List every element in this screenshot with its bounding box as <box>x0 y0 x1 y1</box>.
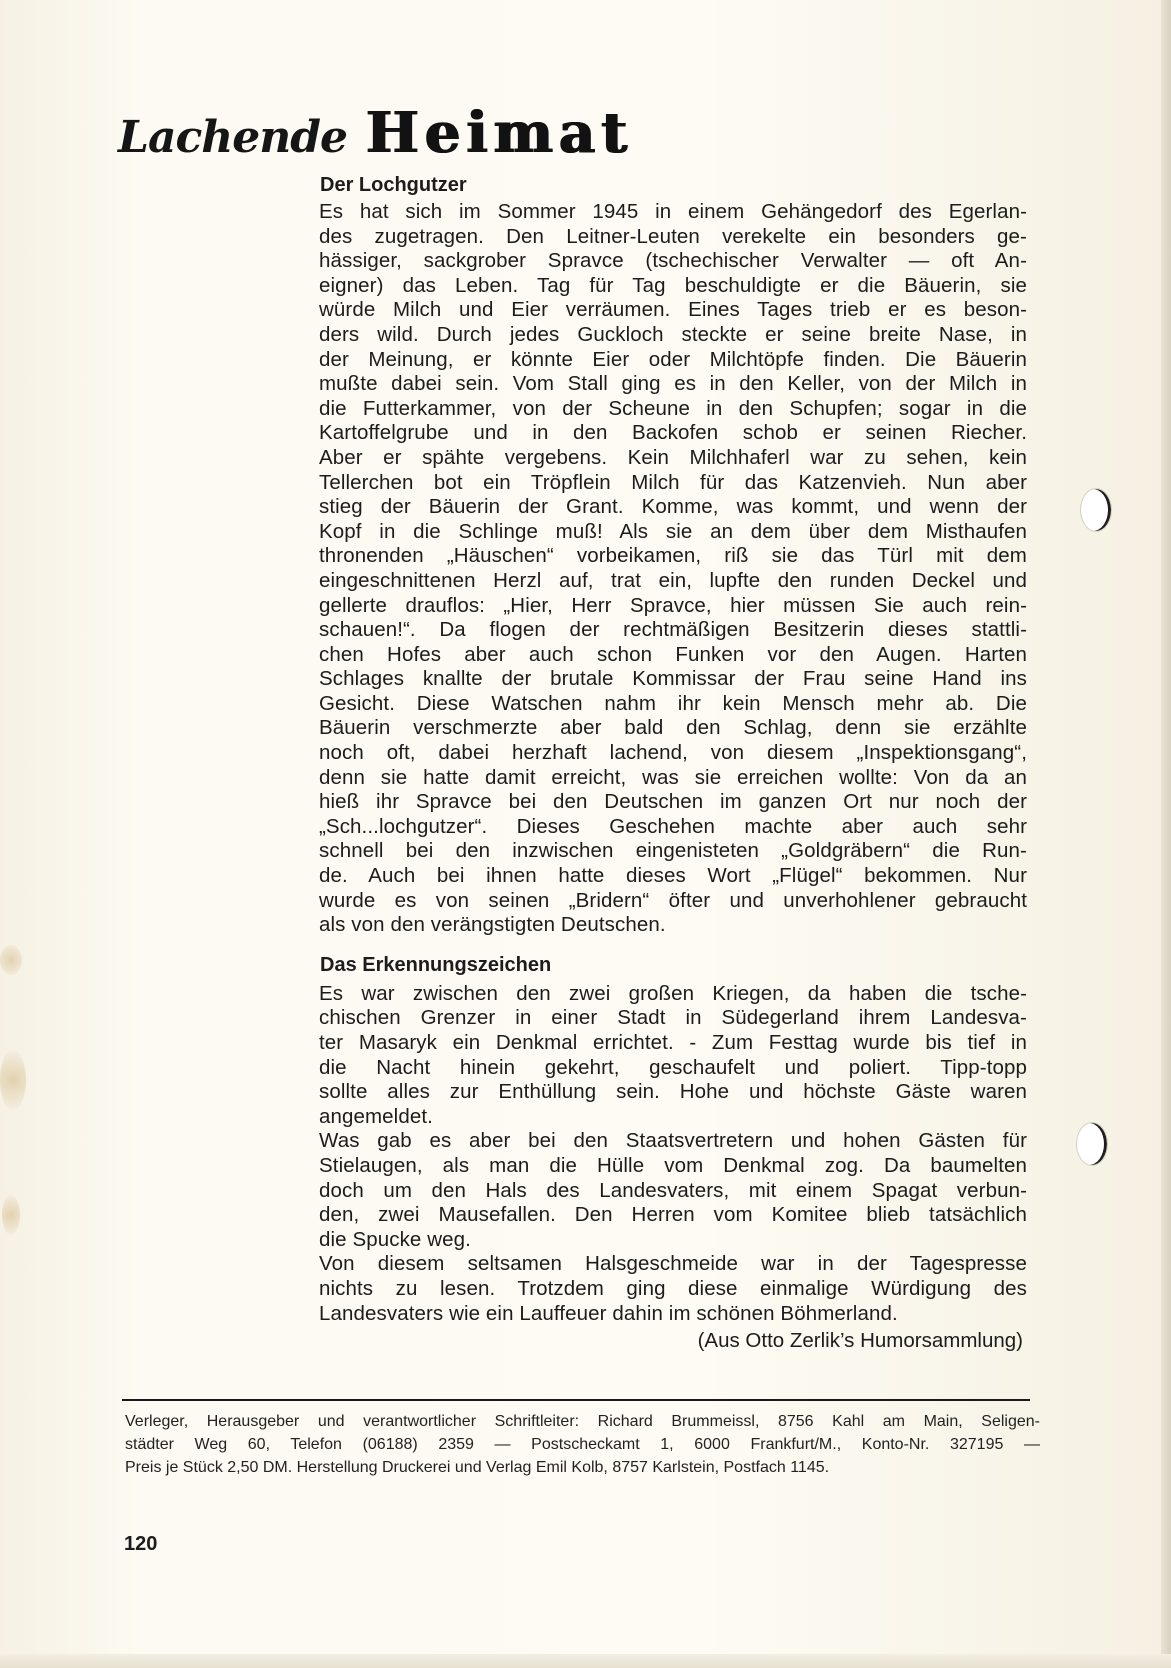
text-line: eingeschnittenen Herzl auf, trat ein, lupfte den runden Deckel und <box>319 568 1027 592</box>
page-bottom-edge <box>0 1654 1171 1668</box>
text-line: Verleger, Herausgeber und verantwortlicher Schriftleiter: Richard Brummeissl, 8756 Kahl am Main, Seligen- <box>125 1413 1040 1430</box>
text-line: eigner) das Leben. Tag für Tag beschuldigte er die Bäuerin, sie <box>319 273 1027 297</box>
text-line: chischen Grenzer in einer Stadt in Südegerland ihrem Landesva- <box>319 1006 1027 1030</box>
paper-stain <box>0 945 22 975</box>
text-line: die Futterkammer, von der Scheune in den Schupfen; sogar in die <box>319 396 1027 420</box>
masthead <box>118 100 633 166</box>
text-line: Stielaugen, als man die Hülle vom Denkmal zog. Da baumelten <box>319 1153 1027 1177</box>
text-line: ter Masaryk ein Denkmal errichtet. - Zum Festtag wurde bis tief in <box>319 1031 1027 1054</box>
text-line: „Sch...lochgutzer“. Dieses Geschehen machte aber auch sehr <box>319 814 1027 838</box>
text-line: Was gab es aber bei den Staatsvertretern und hohen Gästen für <box>319 1129 1027 1153</box>
text-line: chen Hofes aber auch schon Funken vor den Augen. Harten <box>319 642 1027 666</box>
text-line: de. Auch bei ihnen hatte dieses Wort „Flügel“ bekommen. Nur <box>319 864 1027 888</box>
text-line: schnell bei den inzwischen eingenisteten „Goldgräbern“ die Run- <box>319 839 1027 863</box>
story-paragraph <box>319 982 1027 1130</box>
imprint <box>125 1410 1040 1479</box>
text-line: stieg der Bäuerin der Grant. Komme, was kommt, und wenn der <box>319 495 1027 519</box>
text-line: ders wild. Durch jedes Guckloch steckte er seine breite Nase, in <box>319 322 1027 346</box>
paper-stain <box>0 1050 26 1110</box>
story-title-erkennungszeichen: Das Erkennungszeichen <box>320 953 552 976</box>
masthead-word-lachende: Lachende <box>118 112 347 163</box>
text-line: Es war zwischen den zwei großen Kriegen, da haben die tsche- <box>319 981 1027 1005</box>
text-line: Es hat sich im Sommer 1945 in einem Gehängedorf des Egerlan- <box>319 200 1027 223</box>
paper-stain <box>2 1195 20 1235</box>
footer-rule <box>122 1399 1030 1401</box>
text-line: Aber er spähte vergebens. Kein Milchhaferl war zu sehen, kein <box>319 445 1027 469</box>
page-edge <box>1161 0 1171 1668</box>
punch-hole <box>1076 1122 1108 1166</box>
masthead-word-heimat: Heimat <box>364 100 633 166</box>
text-line: Bäuerin verschmerzte aber bald den Schlag, denn sie erzählte <box>319 716 1027 740</box>
text-line: sollte alles zur Enthüllung sein. Hohe und höchste Gäste waren <box>319 1080 1027 1104</box>
text-line: den, zwei Mausefallen. Den Herren vom Komitee blieb tatsächlich <box>319 1203 1027 1227</box>
text-line: die Nacht hinein gekehrt, geschaufelt und poliert. Tipp-topp <box>319 1055 1027 1079</box>
text-line: der Meinung, er könnte Eier oder Milchtöpfe finden. Die Bäuerin <box>319 347 1027 371</box>
text-line: hässiger, sackgrober Spravce (tschechischer Verwalter — oft An- <box>319 249 1027 273</box>
text-line: gellerte drauflos: „Hier, Herr Spravce, hier müssen Sie auch rein- <box>319 593 1027 617</box>
text-line: schauen!“. Da flogen der rechtmäßigen Besitzerin dieses stattli- <box>319 618 1027 642</box>
text-line: als von den verängstigten Deutschen. <box>319 913 666 937</box>
article-column <box>319 172 1027 1353</box>
text-line: Kartoffelgrube und in den Backofen schob er seinen Riecher. <box>319 421 1027 445</box>
text-line: würde Milch und Eier verräumen. Eines Tages trieb er es beson- <box>319 298 1027 322</box>
text-line: nichts zu lesen. Trotzdem ging diese einmalige Würdigung des <box>319 1276 1027 1300</box>
text-line: Tellerchen bot ein Tröpflein Milch für das Katzenvieh. Nun aber <box>319 470 1027 494</box>
text-line: städter Weg 60, Telefon (06188) 2359 — Postscheckamt 1, 6000 Frankfurt/M., Konto-Nr. 327195 — <box>125 1436 1040 1453</box>
text-line: des zugetragen. Den Leitner-Leuten verekelte ein besonders ge- <box>319 224 1027 248</box>
text-line: Von diesem seltsamen Halsgeschmeide war in der Tagespresse <box>319 1252 1027 1276</box>
text-line: Preis je Stück 2,50 DM. Herstellung Druckerei und Verlag Emil Kolb, 8757 Karlstein, Postfach 1145. <box>125 1459 830 1476</box>
text-line: die Spucke weg. <box>319 1227 471 1251</box>
text-line: noch oft, dabei herzhaft lachend, von diesem „Inspektionsgang“, <box>319 741 1027 765</box>
text-line: Schlages knallte der brutale Kommissar der Frau seine Hand ins <box>319 667 1027 691</box>
text-line: doch um den Hals des Landesvaters, mit einem Spagat verbun- <box>319 1178 1027 1202</box>
story-paragraph <box>319 1252 1027 1326</box>
punch-hole <box>1080 488 1112 532</box>
story-paragraph <box>319 1129 1027 1252</box>
text-line: angemeldet. <box>319 1104 433 1128</box>
page-number: 120 <box>124 1533 158 1555</box>
text-line: hieß ihr Spravce bei den Deutschen im ganzen Ort nur noch der <box>319 790 1027 814</box>
story-title-lochgutzer: Der Lochgutzer <box>320 174 467 196</box>
text-line: thronenden „Häuschen“ vorbeikamen, riß sie das Türl mit dem <box>319 544 1027 568</box>
story-body-lochgutzer <box>319 200 1027 938</box>
source-attribution: (Aus Otto Zerlik’s Humorsammlung) <box>697 1329 1023 1353</box>
text-line: mußte dabei sein. Vom Stall ging es in den Keller, von der Milch in <box>319 372 1027 396</box>
text-line: Landesvaters wie ein Lauffeuer dahin im schönen Böhmerland. <box>319 1301 898 1325</box>
text-line: Gesicht. Diese Watschen nahm ihr kein Mensch mehr ab. Die <box>319 691 1027 715</box>
text-line: Kopf in die Schlinge muß! Als sie an dem über dem Misthaufen <box>319 519 1027 543</box>
text-line: wurde es von seinen „Bridern“ öfter und unverhohlener gebraucht <box>319 888 1027 912</box>
text-line: denn sie hatte damit erreicht, was sie erreichen wollte: Von da an <box>319 765 1027 789</box>
